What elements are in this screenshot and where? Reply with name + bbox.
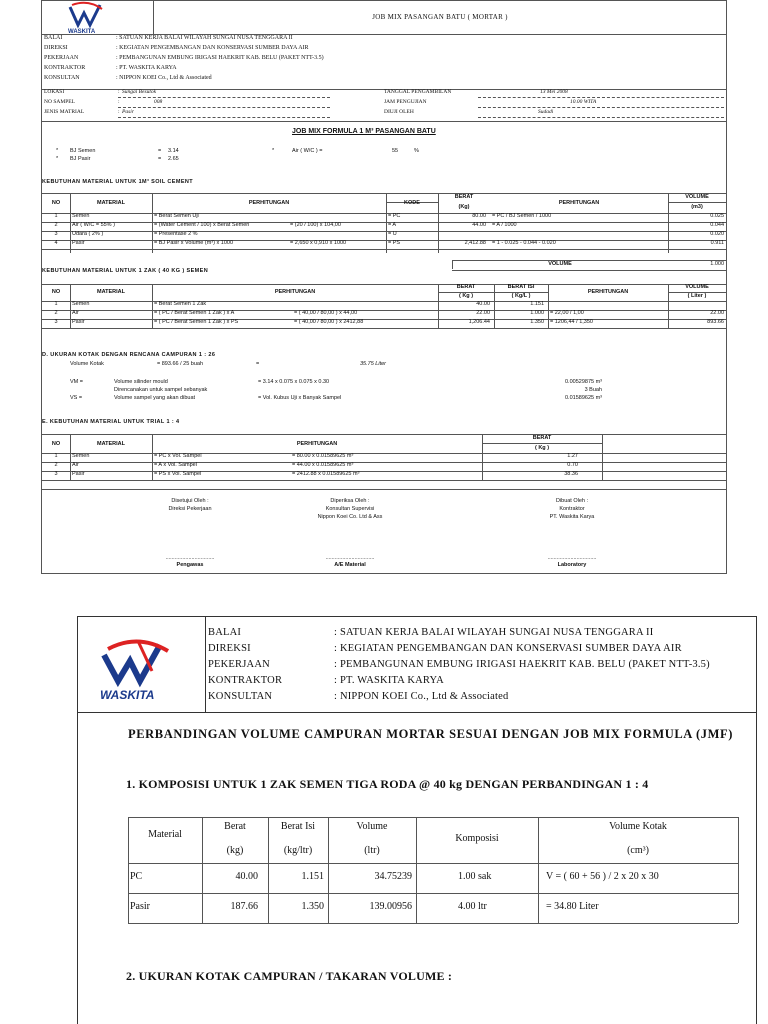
info-row bbox=[208, 643, 682, 654]
row-calc: = A x Vol. Sampel bbox=[154, 462, 197, 468]
meta-underline bbox=[478, 97, 724, 98]
row-calc-3: = 22,00 / 1,00 bbox=[550, 310, 584, 316]
grid-hline bbox=[42, 231, 726, 232]
row-no: 3 bbox=[54, 471, 58, 477]
grid-hline bbox=[42, 480, 726, 481]
waskita-logo bbox=[42, 1, 154, 35]
row-material: Udara ( 2% ) bbox=[72, 231, 104, 237]
grid-hline bbox=[42, 249, 726, 250]
grid-hline bbox=[42, 319, 726, 320]
job-mix-sheet bbox=[41, 0, 727, 574]
grid-hline bbox=[42, 471, 726, 472]
meta-left-key: NO SAMPEL bbox=[44, 99, 76, 105]
grid-vline bbox=[738, 817, 739, 923]
bj-eq: = bbox=[158, 148, 162, 154]
row-material: Air bbox=[72, 462, 79, 468]
info-key: KONTRAKTOR bbox=[208, 675, 283, 686]
meta-underline bbox=[118, 107, 330, 108]
row-kode: = A bbox=[388, 222, 397, 228]
sign-dots: ................................ bbox=[165, 555, 215, 561]
sign-line-2: Kontraktor bbox=[559, 506, 585, 512]
row-no: 4 bbox=[54, 240, 58, 246]
sign-bottom: Laboratory bbox=[557, 562, 587, 568]
sign-top: Dibuat Oleh : bbox=[555, 498, 589, 504]
svg-text:WASKITA: WASKITA bbox=[100, 688, 155, 702]
col-kotak: Volume Kotak bbox=[609, 821, 667, 832]
info-value: : PEMBANGUNAN EMBUNG IRIGASI HAEKRIT KAB. BELU (PAKET NTT-3.5) bbox=[334, 659, 710, 670]
info-value: : SATUAN KERJA BALAI WILAYAH SUNGAI NUSA TENGGARA II bbox=[334, 627, 654, 638]
meta-underline bbox=[118, 97, 330, 98]
row-calc: = Berat Semen 1 Zak bbox=[154, 301, 207, 307]
col-material: MATERIAL bbox=[96, 441, 125, 447]
air-label: Air ( W/C ) = bbox=[292, 148, 323, 154]
row-volume: 893.66 bbox=[707, 319, 724, 325]
row-no: 2 bbox=[54, 310, 58, 316]
bj-label: BJ Semen bbox=[70, 148, 96, 154]
svg-text:WASKITA: WASKITA bbox=[68, 29, 96, 35]
meta-underline bbox=[478, 107, 724, 108]
section-b-title: KEBUTUHAN MATERIAL UNTUK 1 ZAK ( 40 KG ) SEMEN bbox=[42, 268, 209, 274]
bj-bullet: * bbox=[56, 148, 59, 154]
row-berat: 40.00 bbox=[476, 301, 490, 307]
meta-underline bbox=[118, 117, 330, 118]
info-row bbox=[208, 691, 508, 702]
row-material: Semen bbox=[72, 453, 90, 459]
sign-dots: ................................ bbox=[325, 555, 375, 561]
row-berat: 80.00 bbox=[472, 213, 486, 219]
row-material: Pasir bbox=[72, 319, 85, 325]
volume-kotak-calc: = 893.66 / 25 buah bbox=[157, 361, 204, 367]
col-calc: PERHITUNGAN bbox=[296, 441, 338, 447]
grid-vline bbox=[602, 434, 603, 481]
row-no: 2 bbox=[54, 462, 58, 468]
row-material: Semen bbox=[72, 213, 90, 219]
row-calc: = Presentase 2 % bbox=[154, 231, 198, 237]
row-volume: 34.75239 bbox=[374, 871, 412, 882]
bj-eq: = bbox=[158, 156, 162, 162]
grid-hline bbox=[42, 434, 726, 435]
grid-hline bbox=[42, 284, 726, 285]
row-kode: = U bbox=[388, 231, 397, 237]
row-calc-value: = ( 40,00 / 80,00 ) x 2412,88 bbox=[294, 319, 364, 325]
col-berat: BERAT bbox=[456, 284, 476, 290]
row-calc-value: = ( 40,00 / 80,00 ) x 44,00 bbox=[294, 310, 358, 316]
line-value: 0.00529875 m³ bbox=[565, 379, 602, 385]
row-calc-value: = 80.00 x 0.01589625 m³ bbox=[292, 453, 354, 459]
comparison-title: PERBANDINGAN VOLUME CAMPURAN MORTAR SESUAI DENGAN JOB MIX FORMULA (JMF) bbox=[128, 727, 733, 741]
sign-bottom: Pengawas bbox=[176, 562, 204, 568]
info-row bbox=[208, 675, 444, 686]
row-kotak: V = ( 60 + 56 ) / 2 x 20 x 30 bbox=[546, 871, 659, 882]
row-berat: 187.66 bbox=[230, 901, 258, 912]
row-no: 3 bbox=[54, 231, 58, 237]
col-isi: Berat Isi bbox=[280, 821, 316, 832]
formula-title: JOB MIX FORMULA 1 M³ PASANGAN BATU bbox=[292, 128, 436, 135]
grid-hline bbox=[482, 443, 602, 444]
row-berat: 1.27 bbox=[567, 453, 578, 459]
row-calc: = PS x Vol. Sampel bbox=[154, 471, 202, 477]
document-title: JOB MIX PASANGAN BATU ( MORTAR ) bbox=[372, 13, 508, 21]
row-material: Semen bbox=[72, 301, 90, 307]
info-key: DIREKSI bbox=[208, 643, 251, 654]
row-volume: 0.911 bbox=[710, 240, 724, 246]
row-material: Pasir bbox=[130, 901, 150, 912]
info-value: : SATUAN KERJA BALAI WILAYAH SUNGAI NUSA TENGGARA II bbox=[116, 35, 293, 41]
row-isi: 1.350 bbox=[301, 901, 324, 912]
info-row bbox=[44, 35, 293, 43]
grid-hline bbox=[42, 222, 726, 223]
col-kode: KODE bbox=[404, 200, 420, 206]
col-komposisi: Komposisi bbox=[455, 833, 499, 844]
bj-value: 3.14 bbox=[168, 148, 179, 154]
row-berat: 22.00 bbox=[476, 310, 490, 316]
row-komposisi: 4.00 ltr bbox=[458, 901, 487, 912]
meta-left-value: 008 bbox=[154, 99, 163, 105]
section-a-title: KEBUTUHAN MATERIAL UNTUK 1M³ SOIL CEMENT bbox=[42, 179, 194, 185]
line-desc: Direncanakan untuk sampel sebanyak bbox=[114, 387, 208, 393]
col-calc: PERHITUNGAN bbox=[274, 289, 316, 295]
info-row bbox=[44, 75, 212, 83]
grid-hline bbox=[42, 489, 726, 490]
volume-kotak-eq: = bbox=[256, 361, 260, 367]
info-row bbox=[44, 45, 309, 53]
grid-hline bbox=[42, 301, 726, 302]
grid-hline bbox=[128, 923, 738, 924]
volume-kotak-label: Volume Kotak bbox=[70, 361, 104, 367]
row-calc: = Berat Semen Uji bbox=[154, 213, 199, 219]
section-e-title: E. KEBUTUHAN MATERIAL UNTUK TRIAL 1 : 4 bbox=[42, 419, 180, 425]
grid-hline bbox=[42, 240, 726, 241]
info-key: KONSULTAN bbox=[44, 75, 80, 81]
row-volume: 0.025 bbox=[710, 213, 724, 219]
meta-right-key: JAM PENGUJIAN bbox=[384, 99, 427, 105]
row-volume: 0.020 bbox=[710, 231, 724, 237]
col-material: MATERIAL bbox=[96, 200, 125, 206]
col-berat-unit: (kg) bbox=[226, 845, 244, 856]
row-berat-isi: 1.151 bbox=[530, 301, 544, 307]
col-calc: PERHITUNGAN bbox=[248, 200, 290, 206]
line-key: VS = bbox=[70, 395, 83, 401]
volume-total-label: VOLUME bbox=[548, 261, 572, 267]
line-desc: Volume silinder mould bbox=[114, 379, 168, 385]
col-volume: VOLUME bbox=[685, 194, 709, 200]
info-key: BALAI bbox=[208, 627, 242, 638]
meta-left-colon: : bbox=[118, 99, 120, 105]
col-material: Material bbox=[148, 829, 182, 840]
col-berat: Berat bbox=[224, 821, 246, 832]
line-value: 0.01589625 m³ bbox=[565, 395, 602, 401]
col-volume-unit: (ltr) bbox=[364, 845, 380, 856]
bj-bullet: * bbox=[56, 156, 59, 162]
row-volume: 22.00 bbox=[710, 310, 724, 316]
info-value: : PT. WASKITA KARYA bbox=[116, 65, 177, 71]
section-2-title: 2. UKURAN KOTAK CAMPURAN / TAKARAN VOLUME : bbox=[126, 969, 453, 983]
grid-hline bbox=[128, 893, 738, 894]
grid-hline bbox=[42, 328, 726, 329]
info-key: KONTRAKTOR bbox=[44, 65, 86, 71]
info-key: PEKERJAAN bbox=[208, 659, 270, 670]
info-row bbox=[44, 55, 324, 63]
row-volume: 139.00956 bbox=[369, 901, 412, 912]
meta-left-colon: : bbox=[118, 89, 120, 95]
col-kotak-unit: (cm³) bbox=[627, 845, 649, 856]
air-value: 55 bbox=[392, 148, 399, 154]
grid-hline bbox=[42, 193, 726, 194]
row-komposisi: 1.00 sak bbox=[458, 871, 492, 882]
meta-right-key: TANGGAL PENGAMBILAN bbox=[384, 89, 452, 95]
row-kode: = PC bbox=[388, 213, 401, 219]
grid-hline bbox=[668, 202, 726, 203]
col-berat-unit: ( Kg ) bbox=[458, 293, 474, 299]
col-calc-2: PERHITUNGAN bbox=[587, 289, 629, 295]
info-value: : NIPPON KOEI Co., Ltd & Associated bbox=[334, 691, 509, 702]
info-row bbox=[208, 659, 710, 670]
waskita-logo-2-icon bbox=[78, 617, 206, 713]
col-no: NO bbox=[51, 289, 61, 295]
col-berat-isi: BERAT ISI bbox=[507, 284, 535, 290]
comparison-sheet bbox=[77, 616, 757, 1024]
row-calc: = ( PC / Berat Semen 1 Zak ) x PS bbox=[154, 319, 239, 325]
row-berat: 38.36 bbox=[564, 471, 578, 477]
row-calc: = (Water Cement / 100) x Berat Semen bbox=[154, 222, 250, 228]
info-value: : KEGIATAN PENGEMBANGAN DAN KONSERVASI SUMBER DAYA AIR bbox=[334, 643, 682, 654]
grid-hline bbox=[128, 817, 738, 818]
meta-left-value: Sungai Besutok bbox=[122, 89, 157, 95]
info-key: BALAI bbox=[44, 35, 63, 41]
waskita-logo-icon bbox=[42, 1, 154, 35]
line-desc: Volume sampel yang akan dibuat bbox=[114, 395, 196, 401]
sign-bottom: A/E Material bbox=[334, 562, 366, 568]
grid-hline bbox=[42, 462, 726, 463]
grid-hline bbox=[128, 863, 738, 864]
row-calc-value: = (20 / 100) x 104,00 bbox=[290, 222, 341, 228]
info-key: KONSULTAN bbox=[208, 691, 273, 702]
sign-line-3: PT. Waskita Karya bbox=[549, 514, 595, 520]
sign-line-2: Konsultan Supervisi bbox=[325, 506, 375, 512]
grid-hline bbox=[452, 270, 726, 271]
line-key: VM = bbox=[70, 379, 83, 385]
grid-hline bbox=[42, 213, 726, 214]
sign-top: Disetujui Oleh : bbox=[171, 498, 209, 504]
col-no: NO bbox=[51, 441, 61, 447]
row-berat: 40.00 bbox=[235, 871, 258, 882]
row-isi: 1.151 bbox=[301, 871, 324, 882]
meta-right-key: DIUJI OLEH bbox=[384, 109, 414, 115]
row-calc-value: = 2,650 x 0,910 x 1000 bbox=[290, 240, 347, 246]
col-berat-isi-unit: ( Kg/L ) bbox=[511, 293, 531, 299]
air-bullet: * bbox=[272, 148, 275, 154]
row-calc-value: = 44.00 x 0.01589625 m³ bbox=[292, 462, 354, 468]
sign-dots: ................................ bbox=[547, 555, 597, 561]
line-value: 3 Buah bbox=[584, 387, 602, 393]
col-calc-2: PERHITUNGAN bbox=[558, 200, 600, 206]
air-unit: % bbox=[414, 148, 419, 154]
row-material: Pasir bbox=[72, 240, 85, 246]
meta-left-key: LOKASI bbox=[44, 89, 65, 95]
info-row bbox=[208, 627, 653, 638]
grid-hline bbox=[42, 310, 726, 311]
row-no: 1 bbox=[54, 453, 58, 459]
col-berat-unit: ( Kg ) bbox=[534, 445, 550, 451]
col-material: MATERIAL bbox=[96, 289, 125, 295]
meta-right-value: 13 Mei 2008 bbox=[540, 89, 568, 95]
meta-right-value: 10.00 WITA bbox=[570, 99, 597, 105]
row-material: Pasir bbox=[72, 471, 85, 477]
row-calc-3: = 1 - 0.025 - 0.044 - 0.020 bbox=[492, 240, 556, 246]
volume-total: 1.000 bbox=[710, 261, 724, 267]
line-calc: = 3.14 x 0.075 x 0.075 x 0.30 bbox=[258, 379, 330, 385]
line-calc: = Vol. Kubus Uji x Banyak Sampel bbox=[258, 395, 342, 401]
meta-underline bbox=[478, 117, 724, 118]
row-berat-isi: 1.000 bbox=[530, 310, 544, 316]
info-row bbox=[44, 65, 177, 73]
info-value: : PT. WASKITA KARYA bbox=[334, 675, 444, 686]
col-volume: VOLUME bbox=[685, 284, 709, 290]
row-calc: = BJ Pasir x Volume (m³) x 1000 bbox=[154, 240, 234, 246]
info-value: : NIPPON KOEI Co., Ltd & Associated bbox=[116, 75, 212, 81]
row-no: 1 bbox=[54, 213, 58, 219]
col-isi-unit: (kg/ltr) bbox=[283, 845, 313, 856]
section-1-title: 1. KOMPOSISI UNTUK 1 ZAK SEMEN TIGA RODA @ 40 kg DENGAN PERBANDINGAN 1 : 4 bbox=[126, 777, 649, 791]
sign-top: Diperiksa Oleh : bbox=[330, 498, 370, 504]
meta-left-value: Pasir bbox=[122, 109, 134, 115]
row-kotak: = 34.80 Liter bbox=[546, 901, 599, 912]
project-info-2 bbox=[206, 617, 756, 713]
row-calc-3: = PC / BJ Semen / 1000 bbox=[492, 213, 552, 219]
row-calc: = PC x Vol. Sampel bbox=[154, 453, 202, 459]
row-calc-value: = 2412.88 x 0.01589625 m³ bbox=[292, 471, 360, 477]
meta-right-value: Sudadi bbox=[538, 109, 554, 115]
meta-left-colon: : bbox=[118, 109, 120, 115]
col-berat: BERAT bbox=[454, 194, 474, 200]
col-volume-unit: ( Liter ) bbox=[687, 293, 707, 299]
volume-kotak-result: 35.75 Liter bbox=[360, 361, 386, 367]
row-kode: = PS bbox=[388, 240, 401, 246]
col-volume: Volume bbox=[356, 821, 388, 832]
row-calc-3: = 1206,44 / 1,350 bbox=[550, 319, 593, 325]
bj-label: BJ Pasir bbox=[70, 156, 91, 162]
sign-line-3: Nippon Koei Co. Ltd & Ass bbox=[317, 514, 383, 520]
grid-hline bbox=[42, 453, 726, 454]
row-berat: 2,412.88 bbox=[464, 240, 486, 246]
info-key: PEKERJAAN bbox=[44, 55, 79, 61]
info-value: : KEGIATAN PENGEMBANGAN DAN KONSERVASI SUMBER DAYA AIR bbox=[116, 45, 309, 51]
row-calc: = ( PC / Berat Semen 1 Zak ) x A bbox=[154, 310, 235, 316]
col-berat-unit: (Kg) bbox=[458, 204, 470, 210]
row-calc-3: = A / 1000 bbox=[492, 222, 517, 228]
row-material: Air bbox=[72, 310, 79, 316]
meta-left-key: JENIS MATRIAL bbox=[44, 109, 85, 115]
info-key: DIREKSI bbox=[44, 45, 68, 51]
waskita-logo-2 bbox=[78, 617, 206, 713]
section-d-title: D. UKURAN KOTAK DENGAN RENCANA CAMPURAN 1 : 26 bbox=[42, 352, 216, 358]
row-no: 2 bbox=[54, 222, 58, 228]
row-berat: 44.00 bbox=[472, 222, 486, 228]
row-berat: 0.70 bbox=[567, 462, 578, 468]
row-no: 1 bbox=[54, 301, 58, 307]
col-volume-unit: (m3) bbox=[691, 204, 703, 210]
sign-line-2: Direksi Pekerjaan bbox=[168, 506, 212, 512]
bj-value: 2.65 bbox=[168, 156, 179, 162]
grid-vline bbox=[538, 817, 539, 923]
row-no: 3 bbox=[54, 319, 58, 325]
col-no: NO bbox=[51, 200, 61, 206]
row-berat-isi: 1.350 bbox=[530, 319, 544, 325]
sheet-header bbox=[42, 1, 726, 35]
row-material: PC bbox=[130, 871, 143, 882]
row-material: Air ( W/C = 55% ) bbox=[72, 222, 115, 228]
row-berat: 1,206.44 bbox=[468, 319, 490, 325]
col-berat: BERAT bbox=[532, 435, 552, 441]
info-value: : PEMBANGUNAN EMBUNG IRIGASI HAEKRIT KAB. BELU (PAKET NTT-3.5) bbox=[116, 55, 324, 61]
row-volume: 0.044 bbox=[710, 222, 724, 228]
